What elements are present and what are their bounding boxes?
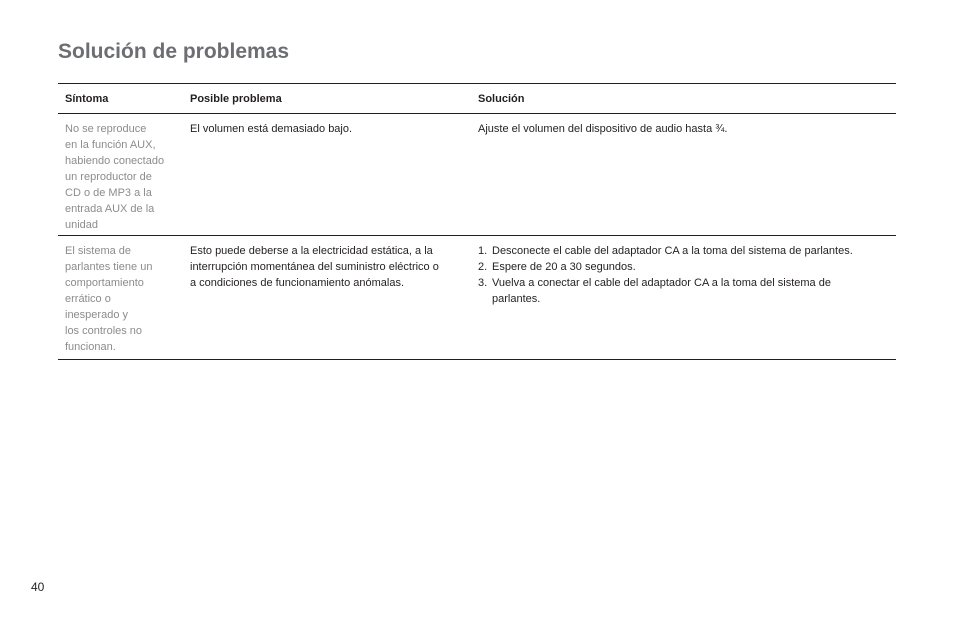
symptom-cell: El sistema de parlantes tiene un comportamiento errático o inesperado y los controles no funcionan. xyxy=(65,245,153,353)
troubleshooting-table xyxy=(58,83,896,360)
solution-cell xyxy=(472,243,896,353)
table-row xyxy=(58,236,896,360)
solution-step xyxy=(478,243,896,259)
symptom-cell: No se reproduce en la función AUX, habiendo conectado un reproductor de CD o de MP3 a la entrada AUX de la unidad xyxy=(65,123,165,231)
header-symptom: Síntoma xyxy=(65,92,109,105)
problem-cell: El volumen está demasiado bajo. xyxy=(190,123,353,135)
page-number: 40 xyxy=(31,580,45,594)
header-problem: Posible problema xyxy=(190,92,282,105)
table-row xyxy=(58,114,896,236)
step-text: Vuelva a conectar el cable del adaptador CA a la toma del sistema de parlantes. xyxy=(492,277,831,305)
step-number: 3. xyxy=(478,277,488,289)
page-title: Solución de problemas xyxy=(58,40,290,63)
solution-steps-list xyxy=(478,243,896,307)
step-text: Desconecte el cable del adaptador CA a la toma del sistema de parlantes. xyxy=(492,245,853,257)
step-number: 2. xyxy=(478,261,488,273)
solution-step xyxy=(478,259,896,275)
solution-cell: Ajuste el volumen del dispositivo de audio hasta ¾. xyxy=(478,123,728,135)
header-solution: Solución xyxy=(478,92,525,105)
table-header-row xyxy=(58,84,896,114)
problem-cell: Esto puede deberse a la electricidad estática, a la interrupción momentánea del suministro eléctrico o a condiciones de funcionamiento anómalas. xyxy=(190,245,439,289)
step-number: 1. xyxy=(478,245,488,257)
solution-step xyxy=(478,275,896,307)
step-text: Espere de 20 a 30 segundos. xyxy=(492,261,636,273)
